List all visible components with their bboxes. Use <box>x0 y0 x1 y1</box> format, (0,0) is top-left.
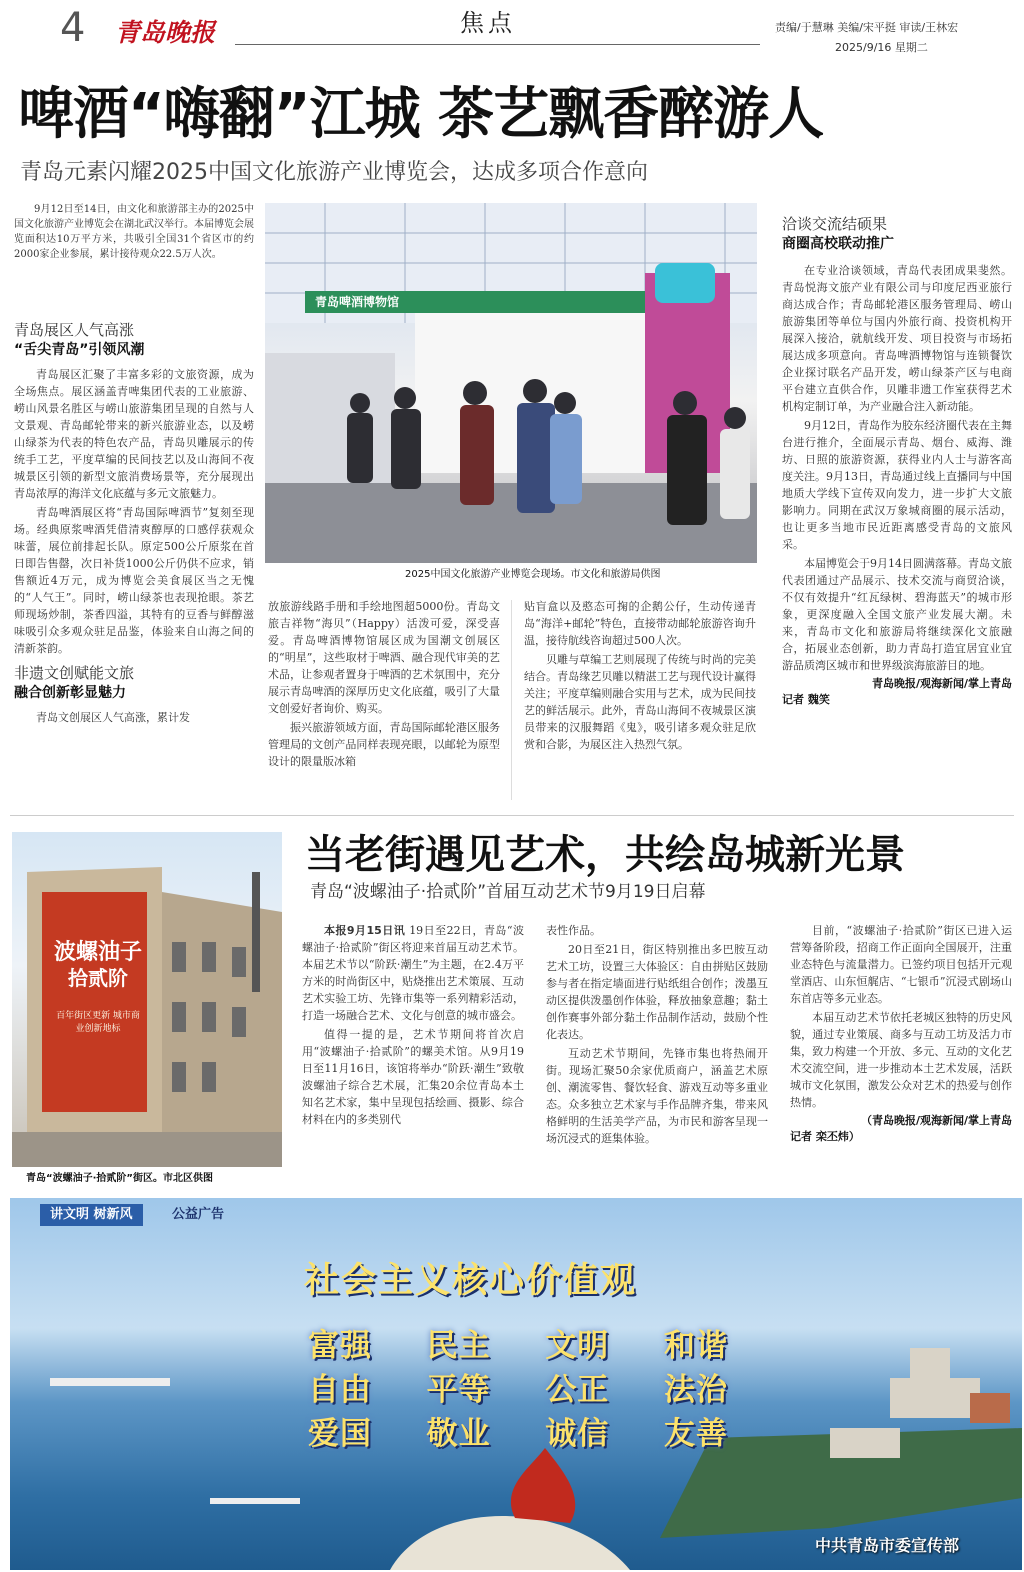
paragraph: 青岛文创展区人气高涨，累计发 <box>36 711 190 724</box>
paragraph: 贴盲盒以及憨态可掬的企鹅公仔，生动传递青岛“海洋+邮轮”特色，直接带动邮轮旅游咨询升温，接待航线咨询超过500人次。 <box>524 600 756 647</box>
section-subtitle: “舌尖青岛”引领风潮 <box>14 342 145 358</box>
core-values-grid <box>308 1320 728 1452</box>
ad-tag-text: 讲文明 树新风 <box>50 1207 133 1222</box>
paragraph: 本届互动艺术节依托老城区独特的历史风貌，通过专业策展、商多与互动工坊及活力市集，致力构建一个开放、多元、互动的文化艺术交流空间，进一步推动本土艺术发展，活跃城市文化氛围，激发公众对艺术的热爱与创作热情。 <box>790 1011 1012 1109</box>
value-word: 友善 <box>663 1416 728 1452</box>
subheadline: 青岛元素闪耀2025中国文化旅游产业博览会，达成多项合作意向 <box>20 160 648 185</box>
street-photo <box>12 832 282 1167</box>
value-word: 平等 <box>426 1372 491 1408</box>
paragraph: 本届博览会于9月14日圆满落幕。青岛文旅代表团通过产品展示、技术交流与商贸洽谈，不仅有效提升“红瓦绿树、碧海蓝天”的城市形象，更深度融入全国文旅产业发展大潮。未来，青岛市文化和旅游局将继续深化文旅融合，拓展业态创新，助力青岛打造宜居宜业宜游品质湾区城市和世界级滨海旅游目的地。 <box>782 557 1012 672</box>
paragraph-text: 19日至22日，青岛“波螺油子·拾贰阶”街区将迎来首届互动艺术节。本届艺术节以“阶跃·潮生”为主题，在2.4万平方米的时尚街区中，贴烧推出艺术策展、互动艺术实验工坊、先锋市集等一系列精彩活动，打造一场融合艺术、文化与创意的城市盛会。 <box>302 924 524 1022</box>
expo-photo <box>265 203 757 563</box>
subheadline2: 青岛“波螺油子·拾贰阶”首届互动艺术节9月19日启幕 <box>310 882 706 902</box>
value-word: 诚信 <box>545 1416 610 1452</box>
section-name: 焦点 <box>460 9 516 37</box>
section-title: 洽谈交流结硕果 <box>782 215 888 233</box>
values-row <box>308 1408 728 1452</box>
paragraph: 贝雕与草编工艺则展现了传统与时尚的完美结合。青岛缘艺贝雕以精湛工艺与现代设计赢得关注；平度草编则融合实用与艺术，成为民间技艺的鲜活展示。此外，青岛山海间不夜城景区演员带来的汉服舞蹈《鬼》，吸引诸多观众驻足欣赏和合影，为展区注入热烈气氛。 <box>524 653 756 751</box>
paragraph: 9月12日，青岛作为胶东经济圈代表在主舞台进行推介，全面展示青岛、烟台、威海、潍坊、日照的旅游资源，获得业内人士与游客高度关注。9月13日，青岛通过线上直播同与中国地质大学线下宣传双向发力，进一步扩大文旅影响力。同期在武汉万象城商圈的展示活动，也让更多当地市民近距离感受青岛的文旅风采。 <box>782 419 1012 551</box>
page-header <box>0 0 1024 60</box>
page-number: 4 <box>60 5 86 51</box>
value-word: 公正 <box>545 1372 610 1408</box>
ad-tag-label: 公益广告 <box>172 1207 225 1222</box>
value-word: 富强 <box>308 1328 372 1364</box>
header-rule <box>235 44 760 45</box>
value-word: 敬业 <box>426 1416 491 1452</box>
billboard-title: 波螺油子 <box>53 940 142 965</box>
street-scene <box>12 832 282 1167</box>
headline: 啤酒“嗨翻”江城 茶艺飘香醉游人 <box>18 82 824 147</box>
section-title: 青岛展区人气高涨 <box>14 321 135 339</box>
paragraph: 青岛啤酒展区将“青岛国际啤酒节”复刻至现场。经典原浆啤酒凭借清爽醇厚的口感俘获观众味蕾，展位前排起长队。原定500公斤原浆在首日即告售罄，次日补货1000公斤仍供不应求，销售额近4万元，成为博览会美食展区当之无愧的“人气王”。同时，崂山绿茶也表现抢眼。茶艺师现场炒制，茶香四溢，其特有的豆香与鲜醇滋味吸引众多观众驻足品鉴，体验来自山海之间的清新茶韵。 <box>14 506 254 655</box>
section-subtitle: 商圈高校联动推广 <box>782 236 894 252</box>
values-row <box>308 1320 728 1364</box>
article1-right-column <box>782 214 1012 708</box>
headline2: 当老街遇见艺术，共绘岛城新光景 <box>305 832 905 878</box>
value-word: 爱国 <box>308 1416 372 1452</box>
paragraph: 20日至21日，街区特别推出多巴胺互动艺术工坊，设置三大体验区：自由拼贴区鼓励参与者在指定墙面进行贴纸组合创作；泼墨互动区提供泼墨创作体验，释放抽象意趣；黏土创作赛事外部分黏土作品制作活动，鼓励个性化表达。 <box>546 943 768 1041</box>
issue-date: 2025/9/16 星期二 <box>835 41 928 54</box>
ad-title: 社会主义核心价值观 <box>304 1261 638 1301</box>
public-service-ad <box>10 1198 1022 1570</box>
section-title: 非遗文创赋能文旅 <box>14 664 135 682</box>
value-word: 法治 <box>663 1372 728 1408</box>
ad-tag <box>40 1204 143 1226</box>
paragraph: 在专业洽谈领域，青岛代表团成果斐然。青岛悦海文旅产业有限公司与印度尼西亚旅行商达成合作；青岛邮轮港区服务管理局、崂山旅游集团等单位与国内外旅行商、投资机构开展深入接洽，就航线开发、项目投资与市场拓展达成多项意向。青岛啤酒博物馆与连锁餐饮企业探讨联名产品开发，崂山绿茶产区与电商平台建立直供合作，贝雕非遗工作室获得艺术机构定制订单，为产业融合注入新动能。 <box>782 264 1012 413</box>
byline: 青岛晚报/观海新闻/掌上青岛 <box>871 677 1012 690</box>
paragraph <box>302 922 524 1024</box>
paragraph: 放旅游线路手册和手绘地图超5000份。青岛文旅吉祥物“海贝”（Happy）活泼可爱，深受喜爱。青岛啤酒博物馆展区成为国潮文创展区的“明星”，这些取材于啤酒、融合现代审美的艺术品，让参观者置身于啤酒的艺术氛围中，充分展示青岛啤酒的深厚历史文化底蕴，吸引了大量文创爱好者询价、购买。 <box>268 600 500 715</box>
byline: （青岛晚报/观海新闻/掌上青岛 <box>860 1114 1012 1127</box>
paragraph: 互动艺术节期间，先锋市集也将热闹开街。现场汇聚50余家优质商户，涵盖艺术原创、潮流零售、餐饮轻食、游戏互动等多重业态。众多独立艺术家与手作品牌齐集，带来风格鲜明的生活美学产品，为市民和游客呈现一场沉浸式的逛集体验。 <box>546 1047 768 1145</box>
street-photo-caption: 青岛“波螺油子·拾贰阶”街区。市北区供图 <box>26 1173 213 1184</box>
article1-column2 <box>268 598 500 772</box>
column-divider <box>511 600 512 800</box>
value-word: 和谐 <box>663 1328 728 1364</box>
value-word: 民主 <box>426 1328 491 1364</box>
expo-photo-caption: 2025中国文化旅游产业博览会现场。市文化和旅游局供图 <box>405 569 661 580</box>
paragraph: 表性作品。 <box>546 924 601 937</box>
lead-text: 9月12日至14日，由文化和旅游部主办的2025中国文化旅游产业博览会在湖北武汉举行。本届博览会展览面积达10万平方米，共吸引全国31个省区市的约2000家企业参展，累计接待观众22.5万人次。 <box>14 204 254 260</box>
article1-column1 <box>14 320 254 728</box>
article1-column3 <box>524 598 756 755</box>
value-word: 自由 <box>308 1372 372 1408</box>
lead-paragraph <box>14 202 254 264</box>
values-row <box>308 1364 728 1408</box>
paper-logo: 青岛晚报 <box>115 18 216 47</box>
paragraph: 青岛展区汇聚了丰富多彩的文旅资源，成为全场焦点。展区涵盖青啤集团代表的工业旅游、崂山风景名胜区与崂山旅游集团呈现的自然与人文景观、青岛邮轮带来的新兴旅游业态，以及崂山绿茶为代表的特色农产品，青岛贝雕展示的传统手工艺，平度草编的民间技艺以及山海间不夜城景区引领的新型文旅消费场景等，充分展现出青岛浓厚的海洋文化底蕴与多元文旅魅力。 <box>14 368 254 500</box>
billboard-title: 拾贰阶 <box>68 966 128 990</box>
reporter-credit: 记者 栾丕炜） <box>790 1130 860 1143</box>
section-subtitle: 融合创新彰显魅力 <box>14 685 126 701</box>
booth-sign: 青岛啤酒博物馆 <box>315 295 400 309</box>
dateline: 本报9月15日讯 <box>324 924 406 937</box>
article2-column1 <box>302 922 524 1130</box>
article2-column2 <box>546 922 768 1149</box>
ad-sponsor: 中共青岛市委宣传部 <box>815 1536 960 1555</box>
paragraph: 目前，“波螺油子·拾贰阶”街区已进入运营筹备阶段，招商工作正面向全国展开，注重业态特色与流量潜力。已签约项目包括开元观堂酒店、山东恒艉店、“七银币”沉浸式剧场山东首店等多元业态。 <box>790 924 1012 1005</box>
article2-column3 <box>790 922 1012 1145</box>
value-word: 文明 <box>545 1328 610 1364</box>
editors-credit: 责编/于慧琳 美编/宋平挺 审读/王林宏 <box>775 21 959 34</box>
paragraph: 振兴旅游领域方面，青岛国际邮轮港区服务管理局的文创产品同样表现亮眼，以邮轮为原型设计的限量版冰箱 <box>268 721 500 768</box>
expo-scene <box>265 203 757 563</box>
reporter-credit: 记者 魏笑 <box>782 693 830 706</box>
billboard-subtitle: 百年街区更新 城市商业创新地标 <box>56 1011 140 1034</box>
section-divider <box>10 815 1014 816</box>
paragraph: 值得一提的是，艺术节期间将首次启用“波螺油子·拾贰阶”的螺美术馆。从9月19日至11月16日，该馆将举办“阶跃·潮生”致敬波螺油子综合艺术展，汇集20余位青岛本土知名艺术家，集中呈现包括绘画、摄影、综合材料在内的多类别代 <box>302 1028 524 1126</box>
